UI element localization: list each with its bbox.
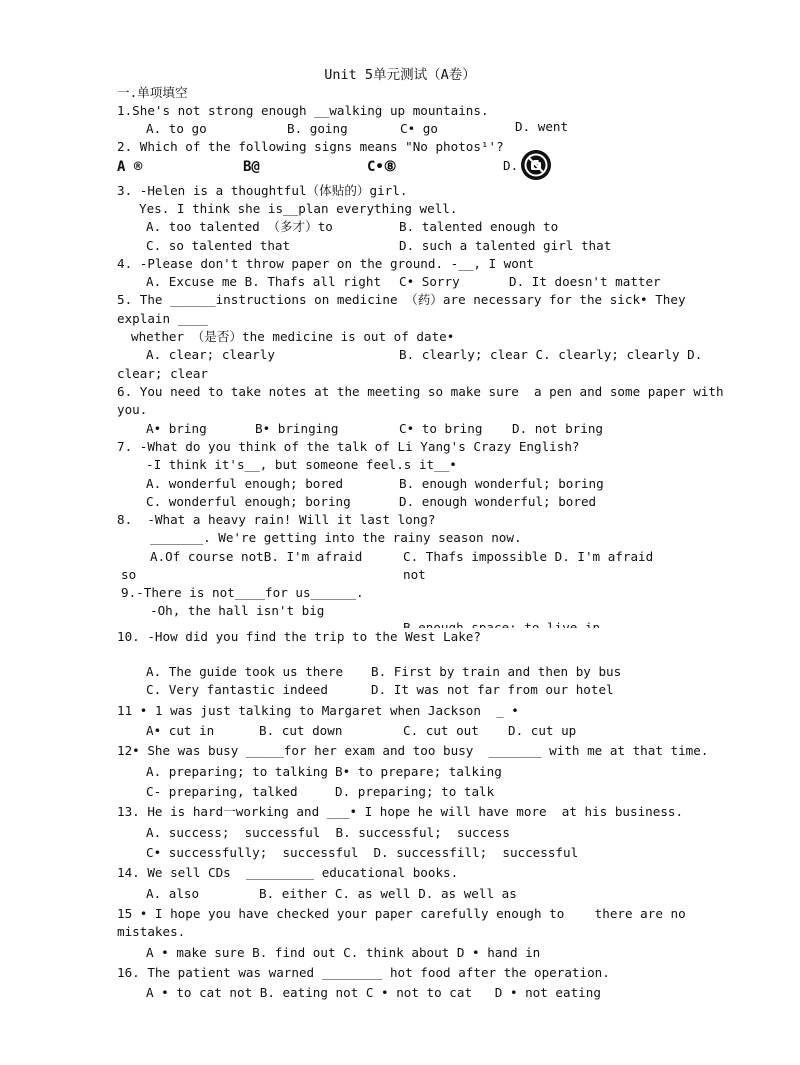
question-5-line-3: whether （是否）the medicine is out of date•	[131, 329, 455, 344]
question-8: 8. -What a heavy rain! Will it last long?	[117, 512, 436, 527]
q13-option-cd: C• successfully; successful D. successfill; successful	[146, 845, 579, 860]
question-2: 2. Which of the following signs means "No photos¹'?	[117, 139, 504, 154]
question-5: 5. The ______instructions on medicine （药）are necessary for the sick• They	[117, 292, 686, 307]
question-15-line-2: mistakes.	[117, 924, 186, 939]
q5-option-d-cont: clear; clear	[117, 366, 208, 381]
q7-option-b: B. enough wonderful; boring	[399, 476, 604, 491]
q14-option-a: A. also	[146, 886, 200, 901]
q6-option-c: C• to bring	[399, 421, 483, 436]
q2-option-a: A ®	[117, 159, 143, 175]
question-1: 1.She's not strong enough __walking up mountains.	[117, 103, 489, 118]
q7-option-a: A. wonderful enough; bored	[146, 476, 344, 491]
q10-option-a: A. The guide took us there	[146, 664, 344, 679]
question-12: 12• She was busy _____for her exam and too busy _______ with me at that time.	[117, 743, 709, 758]
q7-option-d: D. enough wonderful; bored	[399, 494, 597, 509]
q3-option-a: A. too talented （多才）to	[146, 219, 333, 234]
question-14: 14. We sell CDs _________ educational books.	[117, 865, 459, 880]
question-8-line-2: _______. We're getting into the rainy season now.	[150, 530, 522, 545]
q8-option-b-cont: so	[121, 567, 137, 582]
q15-options: A • make sure B. find out C. think about D • hand in	[146, 945, 541, 960]
q12-option-a: A. preparing; to talking	[146, 764, 328, 779]
question-3: 3. -Helen is a thoughtful（体贴的）girl.	[117, 183, 408, 198]
q10-option-d: D. It was not far from our hotel	[371, 682, 614, 697]
section-heading: 一.单项填空	[117, 85, 188, 100]
question-10: 10. -How did you find the trip to the West Lake?	[117, 629, 481, 644]
question-15: 15 • I hope you have checked your paper carefully enough to there are no	[117, 906, 686, 921]
q12-option-c: C- preparing, talked	[146, 784, 298, 799]
q1-option-b: B. going	[287, 121, 348, 136]
question-3-line-2: Yes. I think she is__plan everything well.	[139, 201, 458, 216]
q4-option-d: D. It doesn't matter	[509, 274, 661, 289]
q5-option-a: A. clear; clearly	[146, 347, 275, 362]
q6-option-a: A• bring	[146, 421, 207, 436]
q7-option-c: C. wonderful enough; boring	[146, 494, 351, 509]
q1-option-d: D. went	[515, 119, 569, 134]
q13-option-ab: A. success; successful B. successful; success	[146, 825, 510, 840]
q14-option-bcd: B. either C. as well D. as well as	[259, 886, 517, 901]
q5-option-bcd: B. clearly; clear C. clearly; clearly D.	[399, 347, 703, 362]
q1-option-c: C• go	[400, 121, 438, 136]
question-9-line-2: -Oh, the hall isn't big	[150, 603, 325, 618]
q12-option-d: D. preparing; to talk	[335, 784, 495, 799]
question-5-line-2: explain ____	[117, 311, 208, 326]
q11-option-a: A• cut in	[146, 723, 215, 738]
q2-option-c: C•⑧	[367, 159, 397, 175]
question-6-line-2: you.	[117, 402, 148, 417]
q10-option-b: B. First by train and then by bus	[371, 664, 622, 679]
q16-options: A • to cat not B. eating not C • not to cat D • not eating	[146, 985, 601, 1000]
q10-option-c: C. Very fantastic indeed	[146, 682, 328, 697]
no-camera-sign-icon	[521, 150, 551, 180]
question-4: 4. -Please don't throw paper on the ground. -__, I wont	[117, 256, 535, 271]
q12-option-b: B• to prepare; talking	[335, 764, 502, 779]
q11-option-b: B. cut down	[259, 723, 343, 738]
no-camera-sign-glyph	[521, 150, 551, 180]
question-9: 9.-There is not____for us______.	[121, 585, 364, 600]
question-6: 6. You need to take notes at the meeting so make sure a pen and some paper with	[117, 384, 724, 399]
q8-option-ab: A.Of course notB. I'm afraid	[150, 549, 363, 564]
q2-option-d: D.	[503, 158, 519, 173]
q1-option-a: A. to go	[146, 121, 207, 136]
q11-option-d: D. cut up	[508, 723, 577, 738]
q4-option-c: C• Sorry	[399, 274, 460, 289]
question-7-line-2: -I think it's__, but someone feel.s it__•	[146, 457, 457, 472]
q6-option-d: D. not bring	[512, 421, 603, 436]
q3-option-c: C. so talented that	[146, 238, 291, 253]
q11-option-c: C. cut out	[403, 723, 479, 738]
q3-option-b: B. talented enough to	[399, 219, 559, 234]
question-7: 7. -What do you think of the talk of Li Yang's Crazy English?	[117, 439, 580, 454]
q8-option-cd: C. Thafs impossible D. I'm afraid	[403, 549, 654, 564]
q6-option-b: B• bringing	[255, 421, 339, 436]
question-13: 13. He is hard一working and ___• I hope he will have more at his business.	[117, 804, 684, 819]
q2-option-b: B@	[243, 159, 260, 175]
q3-option-d: D. such a talented girl that	[399, 238, 612, 253]
question-16: 16. The patient was warned ________ hot food after the operation.	[117, 965, 610, 980]
q4-option-ab: A. Excuse me B. Thafs all right	[146, 274, 382, 289]
page-title: Unit 5单元测试（A卷）	[324, 67, 476, 83]
q8-option-d-cont: not	[403, 567, 426, 582]
question-11: 11 • 1 was just talking to Margaret when Jackson _ •	[117, 703, 519, 718]
